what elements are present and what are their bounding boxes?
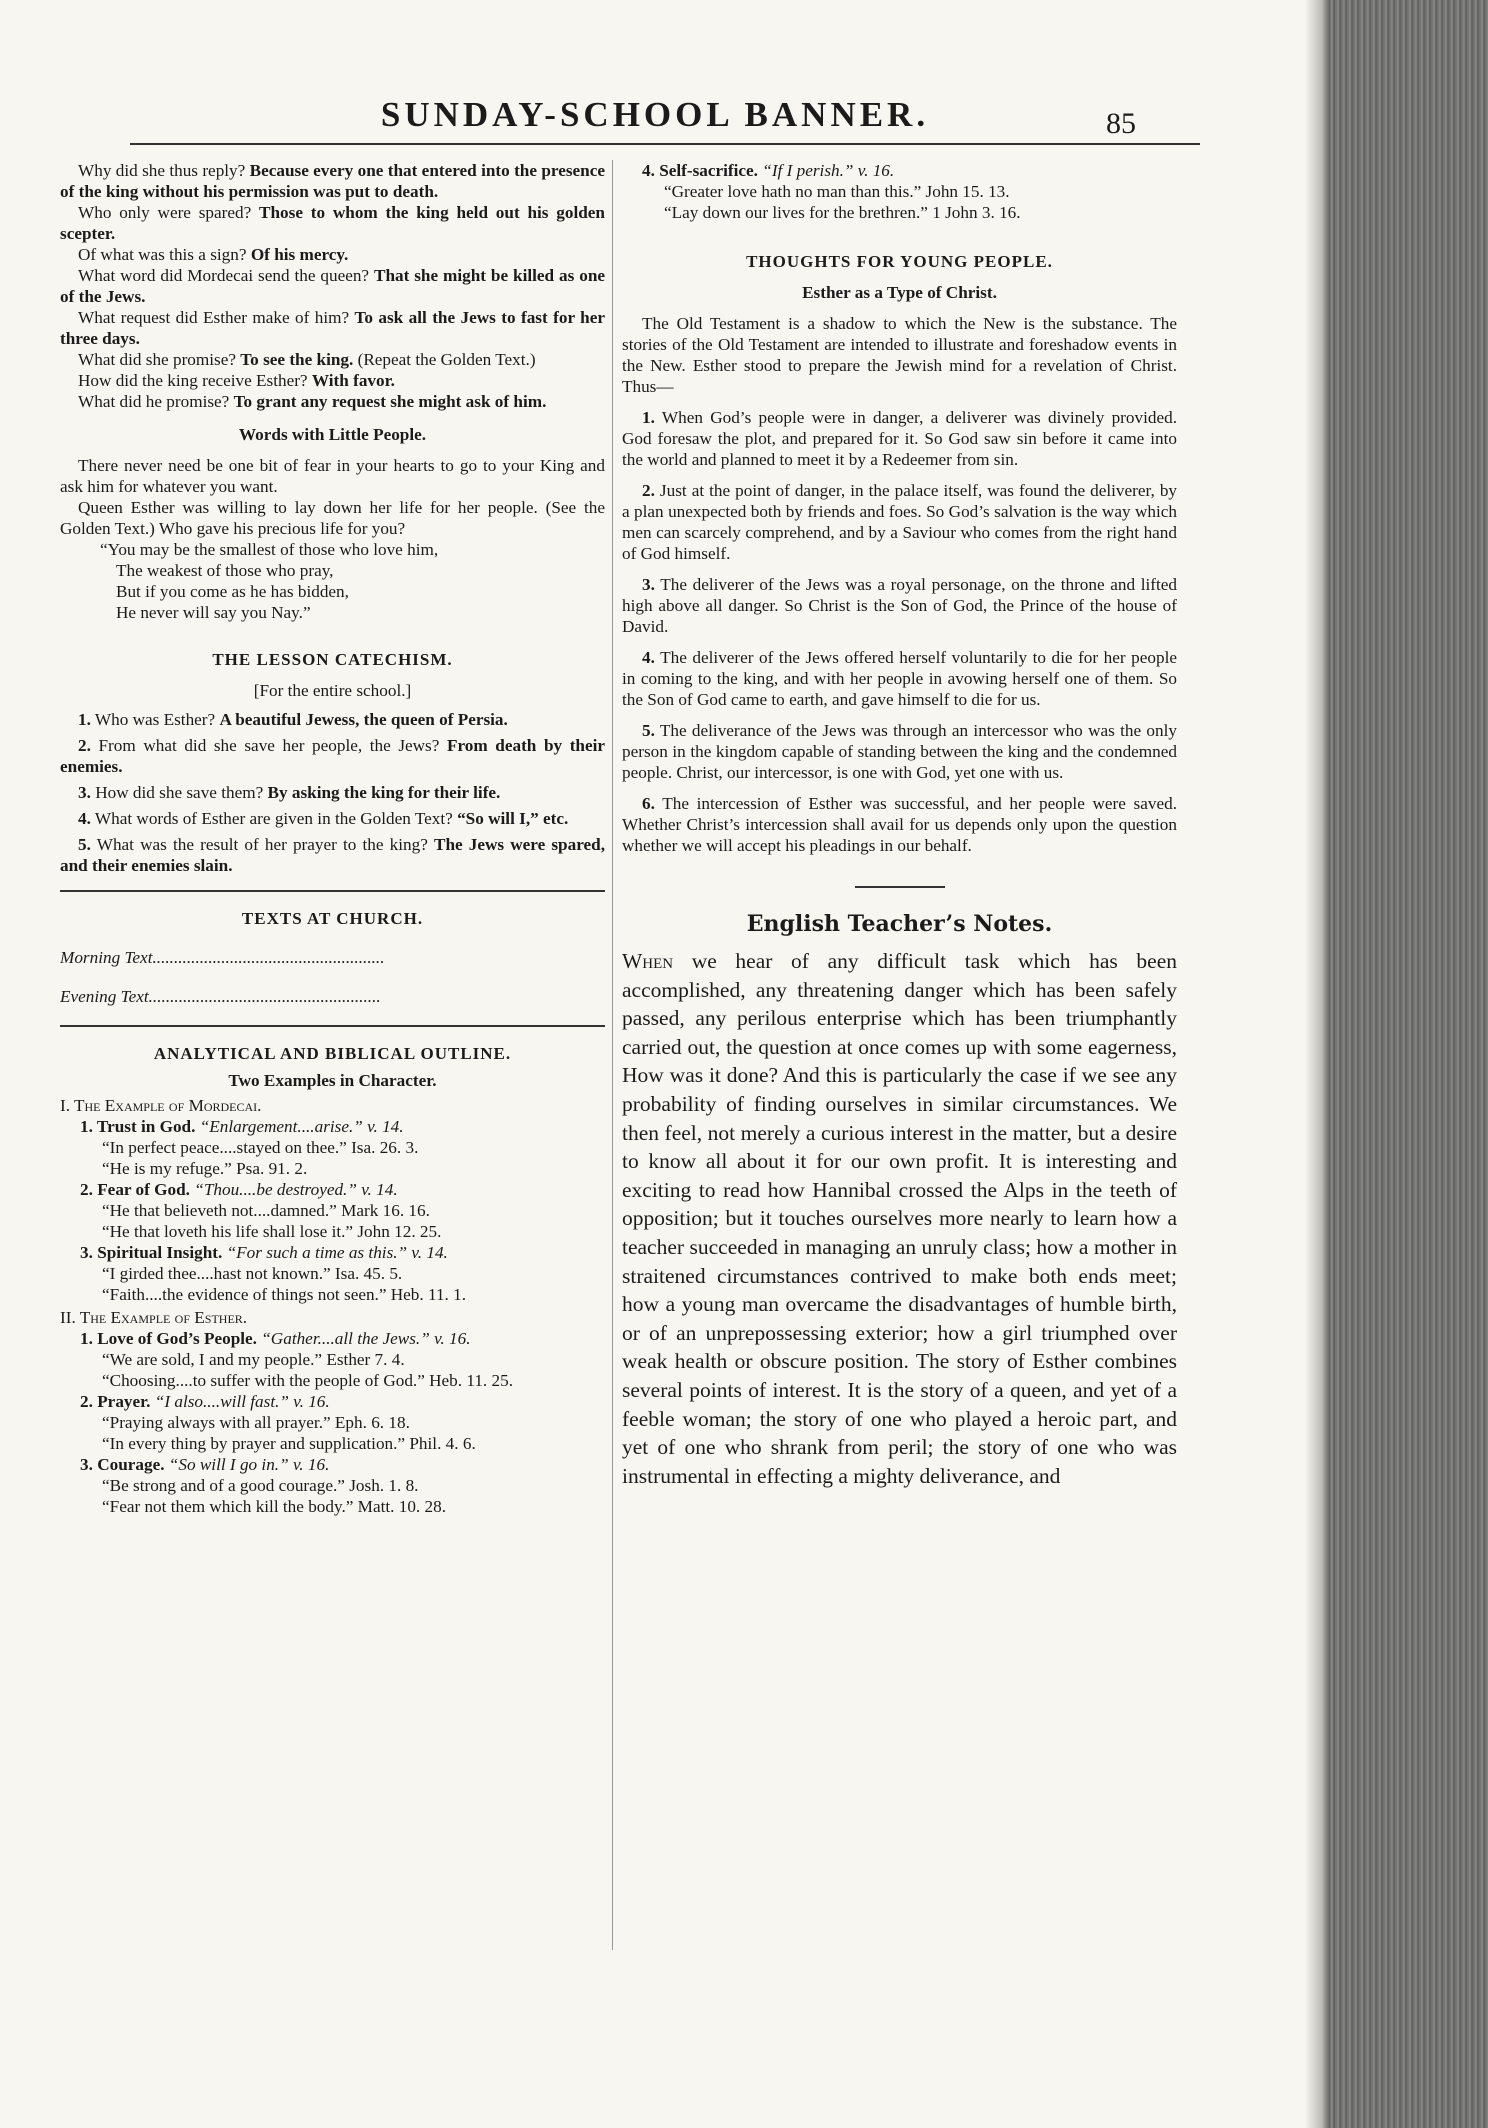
qa-question: Who only were spared? [78,203,252,222]
page-number: 85 [1106,107,1136,140]
qa-question: Why did she thus reply? [78,161,246,180]
outline-item-title: 1. Trust in God. [80,1117,196,1136]
thought-number: 5. [642,721,655,740]
qa-answer: To grant any request she might ask of him. [233,392,547,411]
outline-item [60,1328,605,1349]
qa-answer: Those to whom the king held out his golden scepter. [60,203,605,243]
outline-ref: “Faith....the evidence of things not seen.” Heb. 11. 1. [102,1285,467,1304]
book-gutter [1306,0,1332,2128]
qa-answer: That she might be killed as one of the Jews. [60,266,606,306]
outline-ref: “He that believeth not....damned.” Mark 16. 16. [102,1201,430,1220]
qa-extra: (Repeat the Golden Text.) [357,350,536,369]
catechism-item [60,709,605,730]
evening-text-line [60,986,605,1007]
outline-ref: “Lay down our lives for the brethren.” 1 John 3. 16. [664,203,1021,222]
catechism-note: [For the entire school.] [253,681,412,700]
outline-item [60,1391,605,1412]
outline-item [60,1454,605,1475]
thoughts-heading: THOUGHTS FOR YOUNG PEOPLE. [746,252,1053,271]
catechism-item [60,808,605,829]
notes-text: we hear of any difficult task which has been accomplished, any threatening danger which has been safely passed, any perilous enterprise which has been triumphantly carried out, the question at once comes up with some eagerness, How was it done? And this is particularly the case if we see any probability of finding ourselves in similar circumstances. We then feel, not merely a curious interest in the matter, but a desire to know all about it for our own profit. It is interesting and exciting to read how Hannibal crossed the Alps in the teeth of opposition; but it touches ourselves more nearly to learn how a teacher succeeded in managing an unruly class; how a mother in straitened circumstances contrived to make both ends meet; how a young man overcame the disadvantages of humble birth, or of an unprepossessing exterior; how a girl triumphed over weak health or obscure position. The story of Esther combines several points of interest. It is the story of a queen, and yet of a feeble woman; the story of one who played a heroic part, and yet of one who shrank from peril; the story of one who was instrumental in effecting a mighty deliverance, and [622,949,1177,1488]
catechism-item [60,834,605,876]
outline-item-quote: “For such a time as this.” v. 14. [226,1243,448,1262]
thought-text: The intercession of Esther was successful, and her people were saved. Whether Christ’s intercession shall avail for us depends only upon the question whether we will accept his pleadings in our behalf. [622,794,1177,855]
fill-dots: ...................................................... [148,987,381,1006]
catechism-number: 1. [78,710,91,729]
running-header: SUNDAY-SCHOOL BANNER. [380,95,930,134]
column-divider [612,160,613,1950]
thought-item [622,647,1177,710]
words-heading: Words with Little People. [238,425,427,444]
book-page-edges [1330,0,1488,2128]
catechism-question: How did she save them? [95,783,264,802]
catechism-list [60,709,605,876]
outline-item-title: 3. Courage. [80,1455,165,1474]
qa-item [60,160,605,202]
qa-question: What request did Esther make of him? [78,308,350,327]
qa-item [60,244,605,265]
outline-item-quote: “So will I go in.” v. 16. [168,1455,330,1474]
qa-item [60,307,605,349]
catechism-number: 5. [78,835,91,854]
evening-text-label: Evening Text [60,987,149,1006]
thought-item [622,480,1177,564]
thoughts-intro: The Old Testament is a shadow to which the New is the substance. The stories of the Old Testament are intended to illustrate and foreshadow events in the New. Esther stood to prepare the Jewish mind for a revelation of Christ. Thus— [622,314,1177,396]
header-rule [130,143,1200,145]
catechism-heading: THE LESSON CATECHISM. [212,650,453,669]
outline-part-1: I. The Example of Mordecai. [60,1096,262,1115]
qa-question: Of what was this a sign? [78,245,247,264]
catechism-number: 2. [78,736,91,755]
poem-line: The weakest of those who pray, [116,561,334,580]
thought-item [622,574,1177,637]
catechism-item [60,782,605,803]
catechism-question: What words of Esther are given in the Golden Text? [94,809,453,828]
outline-item [60,1179,605,1200]
outline-subheading: Two Examples in Character. [228,1071,437,1090]
outline-ref: “In every thing by prayer and supplication.” Phil. 4. 6. [102,1434,476,1453]
catechism-answer: The Jews were spared, and their enemies slain. [60,835,606,875]
outline-item-quote: “If I perish.” v. 16. [762,161,895,180]
outline-ref: “I girded thee....hast not known.” Isa. 45. 5. [102,1264,403,1283]
thought-number: 6. [642,794,655,813]
words-paragraph-2: Queen Esther was willing to lay down her life for her people. (See the Golden Text.) Who gave his precious life for you? [60,498,605,538]
qa-question: What word did Mordecai send the queen? [78,266,370,285]
thought-text: Just at the point of danger, in the palace itself, was found the deliverer, by a plan unexpected both by friends and foes. So God’s salvation is the way which men can scarcely comprehend, and by a Saviour who comes from the right hand of God himself. [622,481,1178,563]
notes-body [622,947,1177,1490]
outline-item-title: 2. Prayer. [80,1392,151,1411]
intro-qa-list [60,160,605,412]
morning-text-label: Morning Text [60,948,153,967]
catechism-question: What was the result of her prayer to the king? [96,835,428,854]
outline-item-title: 4. Self-sacrifice. [642,161,758,180]
thought-number: 3. [642,575,655,594]
right-column [622,160,1177,1496]
qa-item [60,202,605,244]
outline-ref: “In perfect peace....stayed on thee.” Isa. 26. 3. [102,1138,419,1157]
outline-item-title: 3. Spiritual Insight. [80,1243,223,1262]
notes-heading: English Teacher’s Notes. [746,911,1053,937]
outline-ref: “We are sold, I and my people.” Esther 7. 4. [102,1350,405,1369]
outline-ref: “Greater love hath no man than this.” John 15. 13. [664,182,1010,201]
catechism-answer: From death by their enemies. [60,736,606,776]
thought-number: 4. [642,648,655,667]
catechism-answer: A beautiful Jewess, the queen of Persia. [219,710,508,729]
outline-heading: ANALYTICAL AND BIBLICAL OUTLINE. [153,1044,512,1063]
poem-line: “You may be the smallest of those who love him, [100,540,439,559]
outline-item-quote: “Enlargement....arise.” v. 14. [199,1117,404,1136]
poem [60,539,605,623]
notes-first-word: When [622,949,674,973]
thought-text: The deliverer of the Jews offered herself voluntarily to die for her people in coming to the king, and with her people in avowing herself one of them. So the Son of God came to earth, and gave himself to die for us. [622,648,1177,709]
qa-question: How did the king receive Esther? [78,371,308,390]
outline-item-title: 2. Fear of God. [80,1180,190,1199]
qa-item [60,391,605,412]
qa-item [60,370,605,391]
catechism-number: 4. [78,809,91,828]
qa-question: What did she promise? [78,350,236,369]
qa-answer: With favor. [311,371,395,390]
outline-item [622,160,1177,181]
section-rule [60,890,605,892]
qa-answer: Because every one that entered into the presence of the king without his permission was put to death. [60,161,605,201]
thought-item [622,720,1177,783]
catechism-answer: By asking the king for their life. [267,783,501,802]
thoughts-list [622,407,1177,856]
catechism-item [60,735,605,777]
thought-item [622,793,1177,856]
catechism-question: From what did she save her people, the Jews? [98,736,440,755]
short-rule [855,886,945,888]
qa-answer: To see the king. [240,350,354,369]
outline-item-title: 1. Love of God’s People. [80,1329,257,1348]
left-column [60,160,605,1517]
qa-answer: To ask all the Jews to fast for her three days. [60,308,605,348]
morning-text-line [60,947,605,968]
outline-ref: “He that loveth his life shall lose it.” John 12. 25. [102,1222,442,1241]
outline-item-quote: “Thou....be destroyed.” v. 14. [194,1180,398,1199]
outline-ref: “He is my refuge.” Psa. 91. 2. [102,1159,308,1178]
catechism-question: Who was Esther? [94,710,216,729]
thought-text: The deliverer of the Jews was a royal personage, on the throne and lifted high above all danger. So Christ is the Son of God, the Prince of the house of David. [622,575,1177,636]
qa-question: What did he promise? [78,392,230,411]
catechism-answer: “So will I,” etc. [457,809,569,828]
qa-item [60,349,605,370]
fill-dots: ...................................................... [152,948,385,967]
qa-item [60,265,605,307]
outline-ref: “Praying always with all prayer.” Eph. 6. 18. [102,1413,410,1432]
thought-number: 2. [642,481,655,500]
section-rule [60,1025,605,1027]
thought-number: 1. [642,408,655,427]
outline-ref: “Fear not them which kill the body.” Matt. 10. 28. [102,1497,447,1516]
words-paragraph-1: There never need be one bit of fear in your hearts to go to your King and ask him for whatever you want. [60,456,605,496]
thought-item [622,407,1177,470]
outline-part-2: II. The Example of Esther. [60,1308,248,1327]
outline-item-quote: “I also....will fast.” v. 16. [154,1392,330,1411]
outline-item [60,1116,605,1137]
catechism-number: 3. [78,783,91,802]
thought-text: The deliverance of the Jews was through an intercessor who was the only person in the kingdom capable of standing between the king and the condemned people. Christ, our intercessor, is one with God, yet one with us. [622,721,1177,782]
outline-item [60,1242,605,1263]
poem-line: He never will say you Nay.” [116,603,311,622]
thought-text: When God’s people were in danger, a deliverer was divinely provided. God foresaw the plot, and prepared for it. So God saw sin before it came into the world and planned to meet it by a Redeemer from sin. [622,408,1177,469]
poem-line: But if you come as he has bidden, [116,582,349,601]
outline-ref: “Be strong and of a good courage.” Josh. 1. 8. [102,1476,419,1495]
outline-ref: “Choosing....to suffer with the people of God.” Heb. 11. 25. [102,1371,513,1390]
texts-heading: TEXTS AT CHURCH. [241,909,424,928]
outline-item-quote: “Gather....all the Jews.” v. 16. [261,1329,471,1348]
qa-answer: Of his mercy. [250,245,349,264]
thoughts-subheading: Esther as a Type of Christ. [802,283,997,302]
